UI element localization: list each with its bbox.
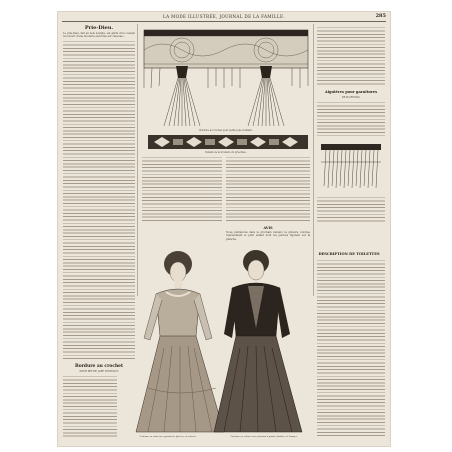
right-text-mid <box>317 101 385 137</box>
crochet-heading: Bordure au crochet <box>74 364 124 369</box>
embroidery-strip-illustration <box>148 135 308 149</box>
avis-text: Nous publierons dans le prochain numéro la gravure coloriée représentant le petit enfant dont les patrons figurent sur la planche. <box>226 231 310 241</box>
fringe-caption: Bordure au crochet pour petite jupe d'enfant. <box>199 129 253 132</box>
right-text-top <box>317 26 385 86</box>
running-title: LA MODE ILLUSTRÉE, JOURNAL DE LA FAMILLE. <box>163 14 285 19</box>
crochet-text-block <box>63 375 117 439</box>
right-text-lower <box>317 196 385 222</box>
aiguieres-subheading: DE PLAFONDS. <box>341 96 361 99</box>
aiguieres-heading: Aiguières pour garnitures <box>324 90 378 94</box>
left-costume-caption: Costume en satin avec garnitures plissées en velours. <box>139 436 197 438</box>
center-text-right <box>226 156 310 222</box>
toilettes-heading: DESCRIPTION DE TOILETTES <box>318 252 380 256</box>
right-costume-caption: Costume en velours avec plastron à pointes brodées et franges. <box>230 436 298 438</box>
prie-dieu-heading: Prie-Dieu. <box>84 25 114 31</box>
fringe-illustration <box>142 26 310 128</box>
strip-caption: Détails de la broderie du prie-Dieu. <box>205 151 247 154</box>
magazine-page <box>58 12 390 446</box>
page-number: 285 <box>375 13 386 19</box>
prie-dieu-intro: Le prie-Dieu, fait en bois sculpté, est garni d'un coussin recouvert d'une broderie exécutée sur canevas... <box>63 32 135 39</box>
header-rule <box>62 21 386 22</box>
fringe-detail-illustration <box>320 142 382 194</box>
fashion-plate-illustration <box>120 238 314 434</box>
center-text-left <box>142 156 222 222</box>
toilettes-text <box>317 259 385 437</box>
crochet-subheading: POUR PETITE JUPE D'ENFANT. <box>79 370 119 373</box>
avis-heading: AVIS <box>263 226 273 230</box>
